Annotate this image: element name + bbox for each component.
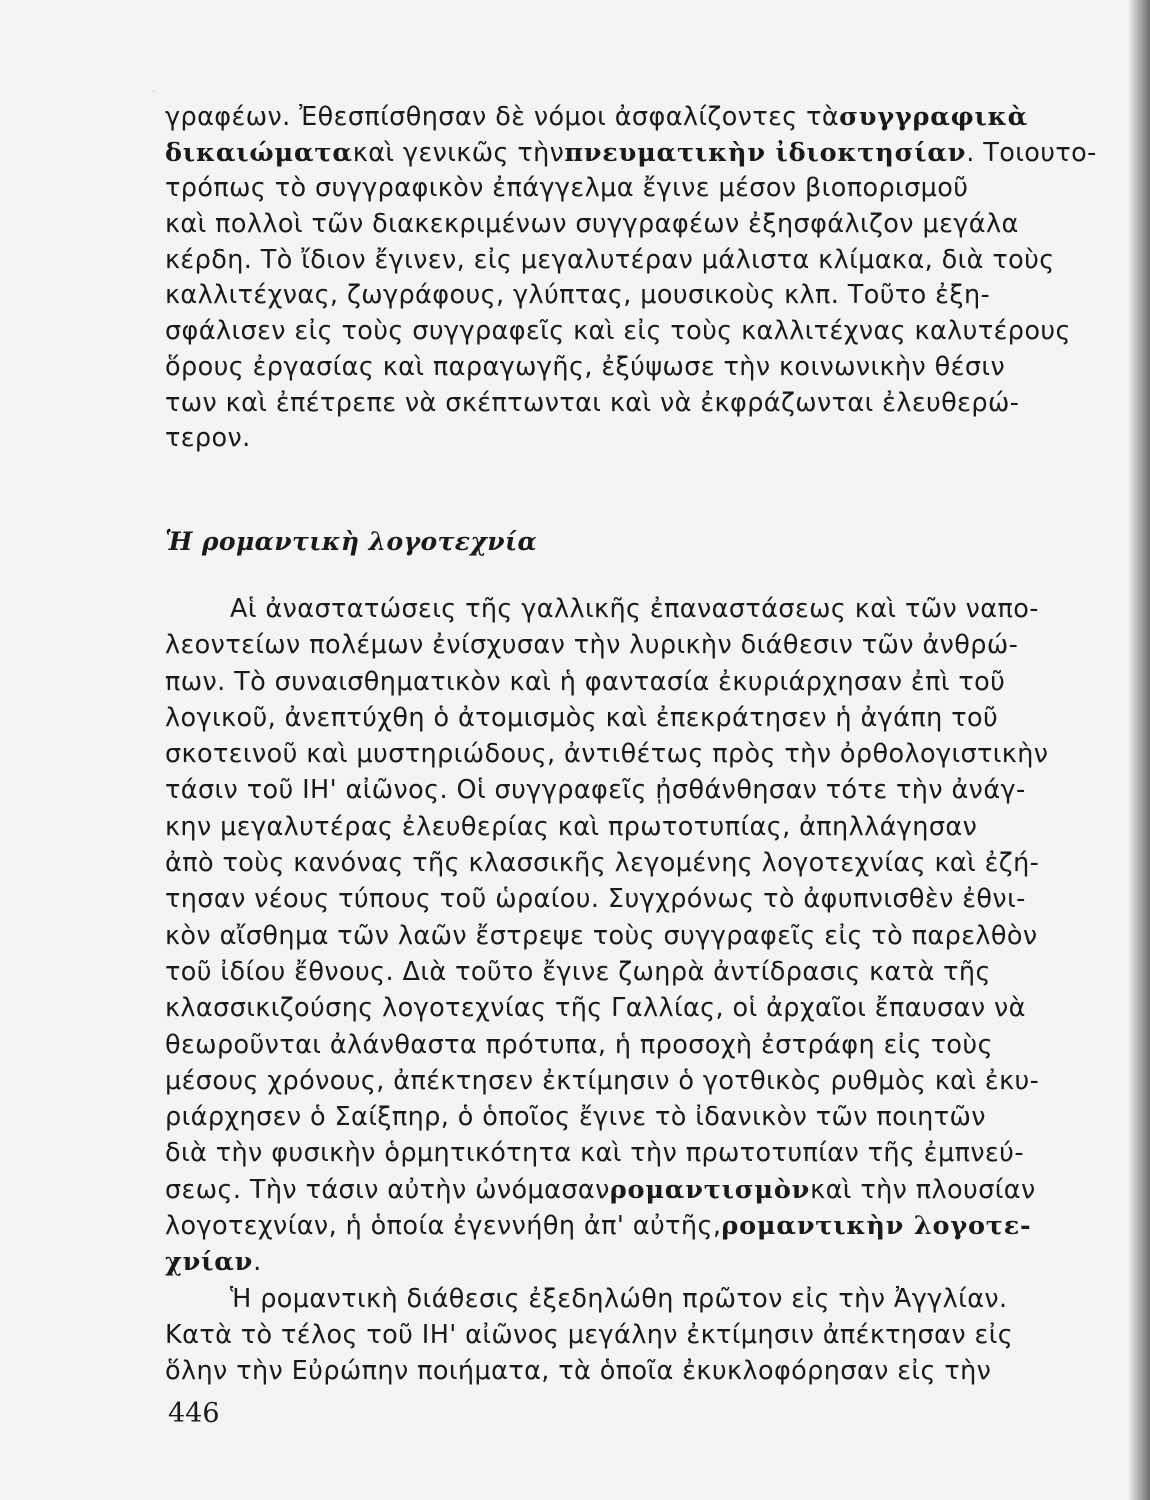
bold-term: χνίαν bbox=[165, 1247, 254, 1278]
text-line: γραφέων. Ἐθεσπίσθησαν δὲ νόμοι ἀσφαλίζοντες τὰ συγγραφικὰ bbox=[165, 100, 1022, 136]
text-line: καὶ πολλοὶ τῶν διακεκριμένων συγγραφέων ἐξησφάλιζον μεγάλα bbox=[165, 209, 1019, 240]
text-line: λεοντείων πολέμων ἐνίσχυσαν τὴν λυρικὴν διάθεσιν τῶν ἀνθρώ- bbox=[165, 630, 1019, 661]
text-line: κλασσικιζούσης λογοτεχνίας τῆς Γαλλίας, οἱ ἀρχαῖοι ἔπαυσαν νὰ bbox=[165, 993, 1026, 1024]
text-line: ὅρους ἐργασίας καὶ παραγωγῆς, ἐξύψωσε τὴν κοινωνικὴν θέσιν bbox=[165, 351, 1006, 382]
text-line: τάσιν τοῦ ΙΗ' αἰῶνος. Οἱ συγγραφεῖς ᾐσθάνθησαν τότε τὴν ἀνάγ- bbox=[165, 775, 1026, 806]
text-line: μέσους χρόνους, ἀπέκτησεν ἐκτίμησιν ὁ γοτθικὸς ρυθμὸς καὶ ἐκυ- bbox=[165, 1065, 1040, 1096]
bold-term: δικαιώματα bbox=[165, 137, 353, 168]
text-line: ριάρχησεν ὁ Σαίξπηρ, ὁ ὁποῖος ἔγινε τὸ ἰδανικὸν τῶν ποιητῶν bbox=[165, 1102, 986, 1133]
page-edge-shadow bbox=[1128, 0, 1150, 1500]
text-line: σφάλισεν εἰς τοὺς συγγραφεῖς καὶ εἰς τοὺς καλλιτέχνας καλυτέρους bbox=[165, 316, 1071, 347]
text-line: λογοτεχνίαν, ἡ ὁποία ἐγεννήθη ἀπ' αὐτῆς, ρομαντικὴν λογοτε- bbox=[165, 1208, 1022, 1244]
text-line: κην μεγαλυτέρας ἐλευθερίας καὶ πρωτοτυπίας, ἀπηλλάγησαν bbox=[165, 811, 978, 842]
text-line: λογικοῦ, ἀνεπτύχθη ὁ ἀτομισμὸς καὶ ἐπεκράτησεν ἡ ἀγάπη τοῦ bbox=[165, 702, 999, 733]
text-line: πων. Τὸ συναισθηματικὸν καὶ ἡ φαντασία ἐκυριάρχησαν ἐπὶ τοῦ bbox=[165, 666, 1006, 697]
bleed-through-text: · bbox=[150, 78, 158, 106]
text-line: δικαιώματα καὶ γενικῶς τὴν πνευματικὴν ἰδιοκτησίαν. Τοιουτο- bbox=[165, 136, 1022, 172]
text-line: κὸν αἴσθημα τῶν λαῶν ἔστρεψε τοὺς συγγραφεῖς εἰς τὸ παρελθὸν bbox=[165, 920, 1038, 951]
text-line: τοῦ ἰδίου ἔθνους. Διὰ τοῦτο ἔγινε ζωηρὰ ἀντίδρασις κατὰ τῆς bbox=[165, 956, 991, 987]
text-line: διὰ τὴν φυσικὴν ὁρμητικότητα καὶ τὴν πρωτοτυπίαν τῆς ἐμπνεύ- bbox=[165, 1138, 1024, 1169]
bold-term: ρομαντισμὸν bbox=[609, 1174, 811, 1205]
text-line: των καὶ ἐπέτρεπε νὰ σκέπτωνται καὶ νὰ ἐκφράζωνται ἐλευθερώ- bbox=[165, 387, 1020, 418]
paragraph-2 bbox=[165, 591, 1049, 1390]
text-line: τησαν νέους τύπους τοῦ ὡραίου. Συγχρόνως τὸ ἀφυπνισθὲν ἐθνι- bbox=[165, 884, 1026, 915]
bold-term: συγγραφικὰ bbox=[839, 102, 1028, 132]
text-line: σκοτεινοῦ καὶ μυστηριώδους, ἀντιθέτως πρὸς τὴν ὀρθολογιστικὴν bbox=[165, 739, 1049, 770]
text-line: κέρδη. Τὸ ἴδιον ἔγινεν, εἰς μεγαλυτέραν μάλιστα κλίμακα, διὰ τοὺς bbox=[165, 244, 1055, 275]
section-heading: Ἡ ρομαντικὴ λογοτεχνία bbox=[165, 527, 538, 556]
text-line: Ἡ ρομαντικὴ διάθεσις ἐξεδηλώθη πρῶτον εἰς τὴν Ἀγγλίαν. bbox=[230, 1283, 1008, 1314]
text-line: ἀπὸ τοὺς κανόνας τῆς κλασσικῆς λεγομένης λογοτεχνίας καὶ ἐζή- bbox=[165, 848, 1040, 879]
text-line: χνίαν . bbox=[165, 1244, 1022, 1280]
text-line: καλλιτέχνας, ζωγράφους, γλύπτας, μουσικοὺς κλπ. Τοῦτο ἐξη- bbox=[165, 280, 991, 311]
text-line: θεωροῦνται ἀλάνθαστα πρότυπα, ἡ προσοχὴ ἐστράφη εἰς τοὺς bbox=[165, 1029, 993, 1060]
bold-term: ρομαντικὴν λογοτε- bbox=[721, 1211, 1032, 1242]
text-line: τερον. bbox=[165, 423, 251, 454]
text-line: Αἱ ἀναστατώσεις τῆς γαλλικῆς ἐπαναστάσεως καὶ τῶν ναπο- bbox=[230, 594, 1039, 624]
text-line: σεως. Τὴν τάσιν αὐτὴν ὠνόμασαν ρομαντισμὸν καὶ τὴν πλουσίαν bbox=[165, 1172, 1022, 1208]
text-line: Κατὰ τὸ τέλος τοῦ ΙΗ' αἰῶνος μεγάλην ἐκτίμησιν ἀπέκτησαν εἰς bbox=[165, 1319, 1014, 1350]
paragraph-1 bbox=[165, 100, 1097, 457]
text-line: τρόπως τὸ συγγραφικὸν ἐπάγγελμα ἔγινε μέσον βιοπορισμοῦ bbox=[165, 173, 969, 204]
bold-term: πνευματικὴν ἰδιοκτησίαν bbox=[564, 137, 967, 168]
text-line: ὅλην τὴν Εὐρώπην ποιήματα, τὰ ὁποῖα ἐκυκλοφόρησαν εἰς τὴν bbox=[165, 1356, 992, 1387]
page-number: 446 bbox=[168, 1398, 220, 1429]
